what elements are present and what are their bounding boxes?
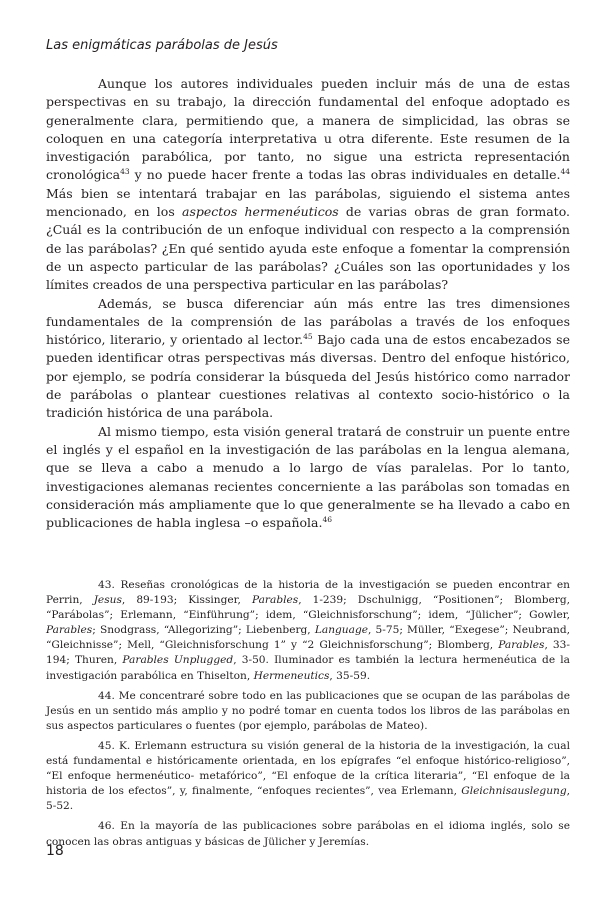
page-number: 18 xyxy=(46,843,64,859)
text-run: 43. Reseñas cronológicas de la historia de la investigación se pueden encontrar en Perrin, xyxy=(46,579,570,607)
text-run: y no puede hacer frente a todas las obras individuales en detalle. xyxy=(129,167,561,183)
text-run: Al mismo tiempo, esta visión general tratará de construir un puente entre el inglés y el español en la investigación de las parábolas en la lengua alemana, que se lleva a cabo a menudo a lo largo de vías paralelas. Por lo tanto, investigaciones alemanas recientes concerniente a las parábolas son tomadas en consideración más ampliamente que lo que generalmente se ha llevado a cabo en publicaciones de habla inglesa –o española. xyxy=(46,423,570,531)
body-paragraph xyxy=(46,295,570,423)
italic-text: Parables xyxy=(251,594,299,607)
text-run: , 3-50. Iluminador es también la lectura hermenéutica de la investigación parabólica en Thiselton, xyxy=(46,654,570,682)
text-run: 46. En la mayoría de las publicaciones sobre parábolas en el idioma inglés, solo se conocen las obras antiguas y básicas de Jülicher y Jeremías. xyxy=(46,820,570,848)
text-run: , 5-52. xyxy=(46,785,570,813)
italic-text: Parables xyxy=(498,639,545,652)
text-run: de varias obras de gran formato. ¿Cuál es la contribución de un enfoque individual con respecto a la comprensión de las parábolas? ¿En qué sentido ayuda este enfoque a fomentar la comprensión de un aspecto particular de las parábolas? ¿Cuáles son las oportunidades y los límites creados de una perspectiva particular en las parábolas? xyxy=(46,204,570,293)
text-run: Más bien se intentará trabajar en las parábolas, siguiendo el sistema antes mencionado, en los xyxy=(46,185,570,220)
italic-text: Hermeneutics xyxy=(253,669,330,682)
footnote xyxy=(46,578,570,684)
text-run: , 5-75; Müller, “Exegese”; Neubrand, “Gleichnisse”; Mell, “Gleichnisforschung 1” y “2 Gleichnisforschung”; Blomberg, xyxy=(46,624,570,652)
italic-text: Parables xyxy=(46,624,93,637)
body-paragraph xyxy=(46,75,570,295)
footnotes xyxy=(46,578,570,855)
footnote-reference: 44 xyxy=(560,167,570,177)
italic-text: Parables Unplugged xyxy=(122,654,234,667)
text-run: , 1-239; Dschulnigg, “Positionen”; Blomberg, “Parábolas”; Erlemann, “Einführung”; idem, “Gleichnisforschung”; idem, “Jülicher”; Gowler, xyxy=(46,594,570,622)
italic-text: aspectos hermenéuticos xyxy=(182,204,339,220)
text-run: 45. K. Erlemann estructura su visión general de la historia de la investigación, la cual está fundamental e históricamente orientada, en los epígrafes “el enfoque histórico-religioso”, “El enfoque hermenéutico- metafórico”, “El enfoque de la crítica literaria”, “El enfoque de la historia de los efectos”, y, finalmente, “enfoques recientes”, vea Erlemann, xyxy=(46,739,570,798)
footnote xyxy=(46,689,570,734)
italic-text: Jesus xyxy=(93,594,122,607)
text-run: Además, se busca diferenciar aún más entre las tres dimensiones fundamentales de la comprensión de las parábolas a través de los enfoques histórico, literario, y orientado al lector. xyxy=(46,295,570,348)
italic-text: Language xyxy=(314,624,368,637)
text-run: Bajo cada una de estos encabezados se pueden identificar otras perspectivas más diversas. Dentro del enfoque histórico, por ejemplo, se podría considerar la búsqueda del Jesús histórico como narrador de parábolas o plantear cuestiones relativas al contexto socio-histórico o la tradición histórica de una parábola. xyxy=(46,332,570,421)
text-run: ; Snodgrass, “Allegorizing”; Liebenberg, xyxy=(92,624,315,637)
text-run: , 89-193; Kissinger, xyxy=(121,594,252,607)
footnote xyxy=(46,819,570,849)
running-head: Las enigmáticas parábolas de Jesús xyxy=(46,38,278,53)
text-run: 44. Me concentraré sobre todo en las publicaciones que se ocupan de las parábolas de Jesús en un sentido más amplio y no podré tomar en cuenta todos los libros de las parábolas en sus aspectos particulares o fuentes (por ejemplo, parábolas de Mateo). xyxy=(46,689,570,732)
footnote-reference: 46 xyxy=(322,515,333,525)
footnote-reference: 43 xyxy=(120,167,130,177)
text-run: , 33-194; Thuren, xyxy=(46,639,570,667)
italic-text: Gleichnisauslegung xyxy=(461,785,567,798)
text-run: , 35-59. xyxy=(329,669,371,682)
body-text xyxy=(46,75,570,532)
text-run: Aunque los autores individuales pueden incluir más de una de estas perspectivas en su trabajo, la dirección fundamental del enfoque adoptado es generalmente clara, permitiendo que, a manera de simplicidad, las obras se coloquen en una categoría interpretativa u otra diferente. Este resumen de la investigación parabólica, por tanto, no sigue una estricta representación cronológica xyxy=(46,76,570,183)
footnote-reference: 45 xyxy=(303,332,313,342)
footnote xyxy=(46,739,570,814)
body-paragraph xyxy=(46,423,570,533)
